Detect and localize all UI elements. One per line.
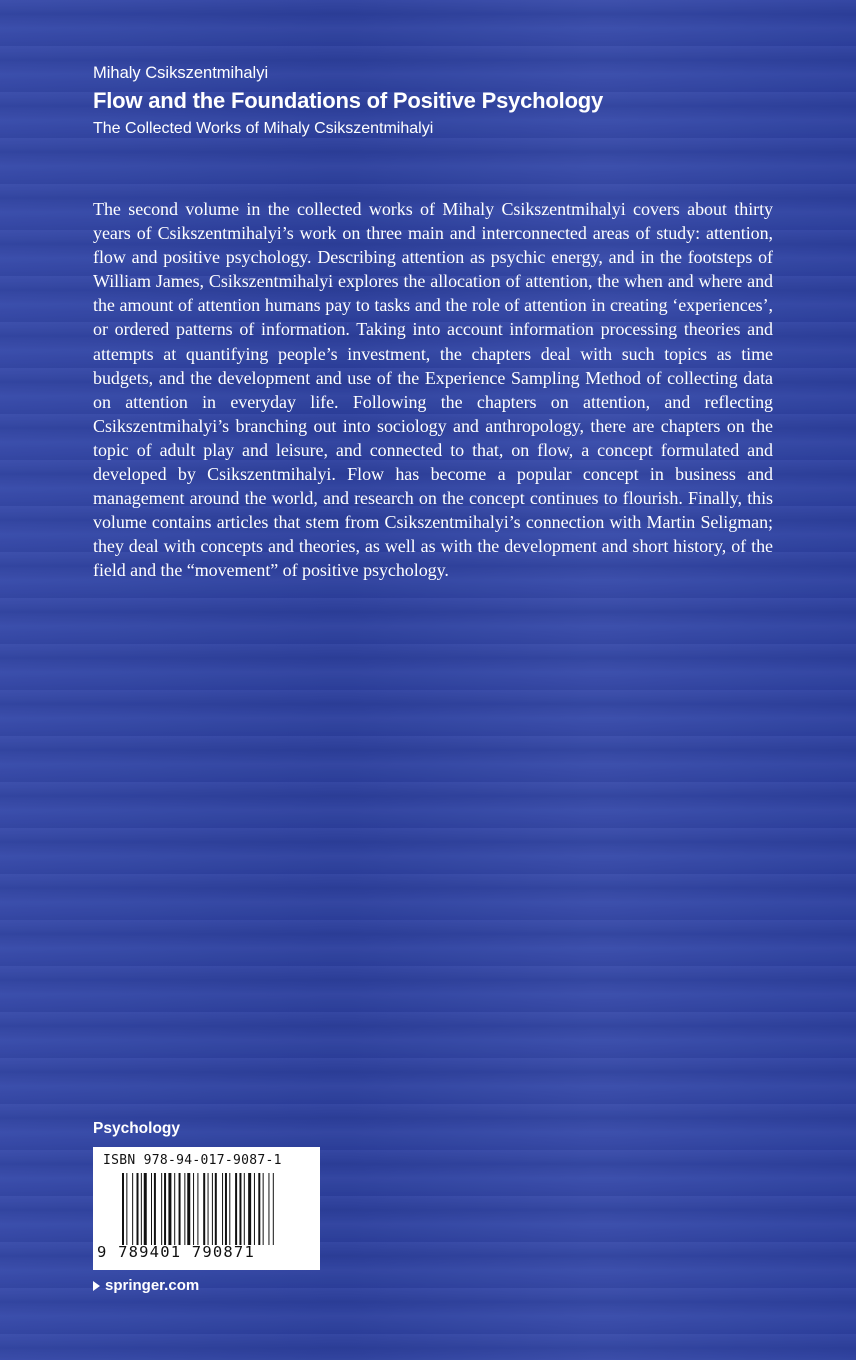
book-title: Flow and the Foundations of Positive Psychology xyxy=(93,88,604,113)
barcode-digits: 9 789401 790871 xyxy=(97,1243,255,1261)
barcode-bars xyxy=(122,1173,308,1245)
isbn-barcode xyxy=(93,1147,320,1270)
play-arrow-icon xyxy=(93,1281,100,1291)
publisher-link[interactable] xyxy=(93,1277,199,1294)
category-label: Psychology xyxy=(93,1120,180,1137)
isbn-label: ISBN 978-94-017-9087-1 xyxy=(103,1153,282,1168)
cover-header xyxy=(93,62,773,139)
book-description: The second volume in the collected works of Mihaly Csikszentmihalyi covers about thirty years of Csikszentmihalyi’s work on three main and interconnected areas of study: attention, flow and positive psychology. Describing attention as psychic energy, and in the footsteps of William James, Csikszentmihalyi explores the allocation of attention, the when and where and the amount of attention humans pay to tasks and the role of attention in creating ‘experiences’, or ordered patterns of information. Taking into account information processing theories and attempts at quantifying people’s investment, the chapters deal with such topics as time budgets, and the development and use of the Experience Sampling Method of collecting data on attention in everyday life. Following the chapters on attention, and reflecting Csikszentmihalyi’s branching out into sociology and anthropology, there are chapters on the topic of adult play and leisure, and connected to that, on flow, a concept formulated and developed by Csikszentmihalyi. Flow has become a popular concept in business and management around the world, and research on the concept continues to flourish. Finally, this volume contains articles that stem from Csikszentmihalyi’s connection with Martin Seligman; they deal with concepts and theories, as well as with the development and short history, of the field and the “movement” of positive psychology. xyxy=(93,199,773,581)
author-name: Mihaly Csikszentmihalyi xyxy=(93,64,269,82)
book-subtitle: The Collected Works of Mihaly Csikszentmihalyi xyxy=(93,120,434,137)
publisher-link-label: springer.com xyxy=(105,1277,200,1294)
